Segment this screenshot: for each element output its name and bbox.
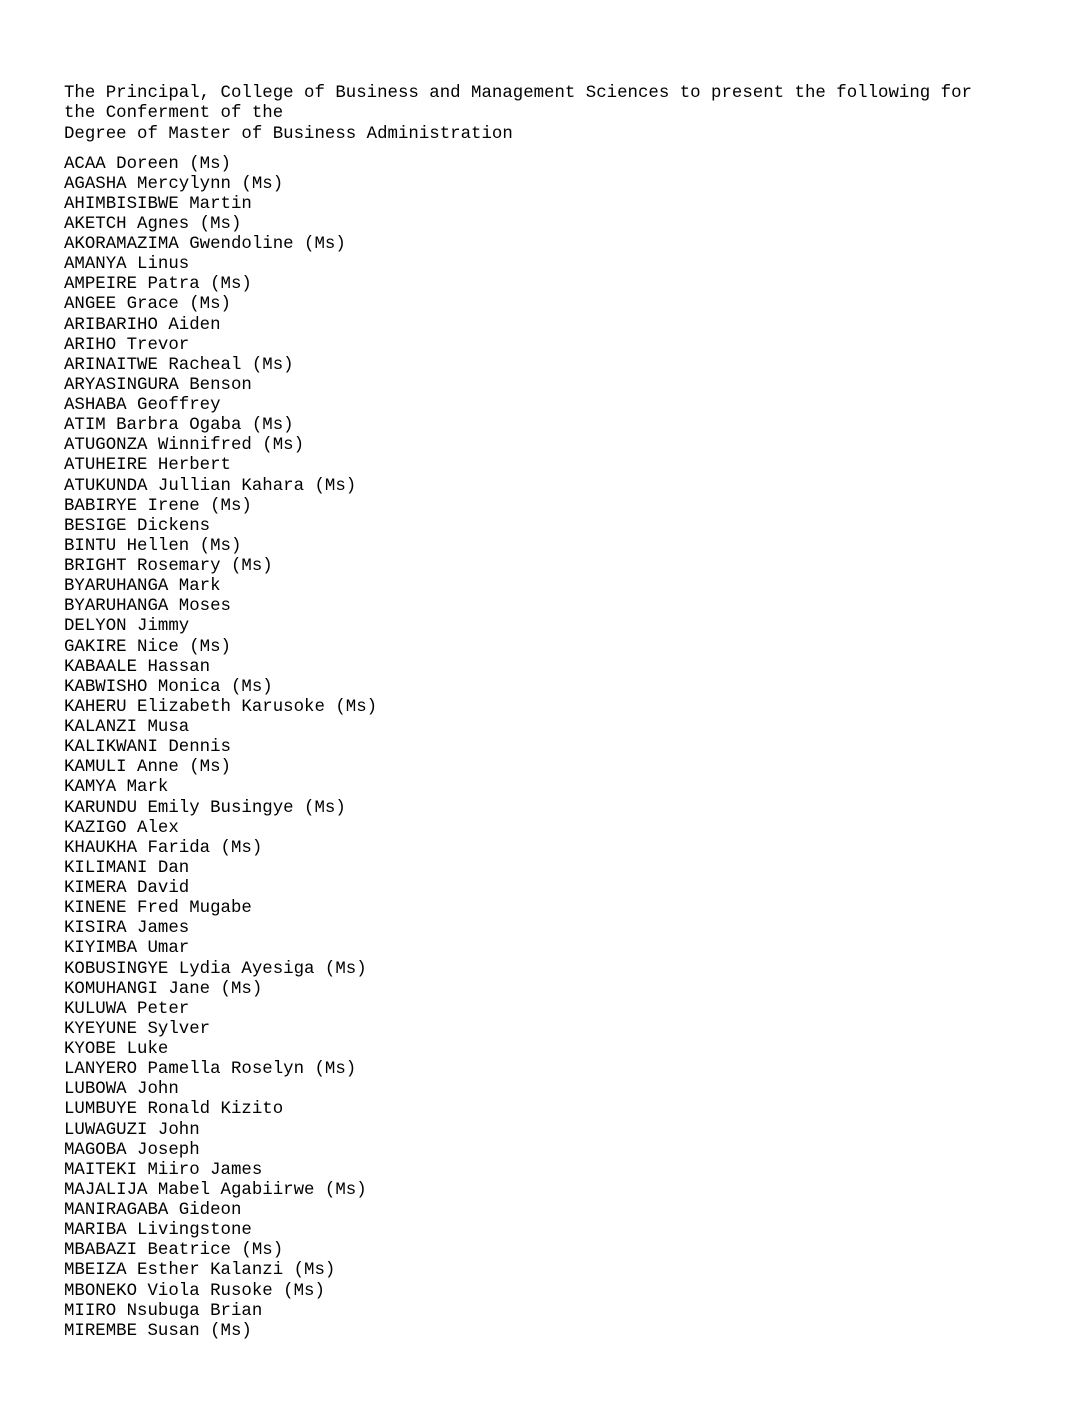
- graduate-list-item: BINTU Hellen (Ms): [64, 536, 242, 556]
- graduate-list-item: ATUKUNDA Jullian Kahara (Ms): [64, 476, 357, 496]
- graduate-list-item: ARIHO Trevor: [64, 335, 190, 355]
- graduate-list-item: KISIRA James: [64, 919, 190, 939]
- graduate-list-item: MBABAZI Beatrice (Ms): [64, 1241, 284, 1261]
- graduate-list-item: ATIM Barbra Ogaba (Ms): [64, 416, 294, 436]
- graduate-list-item: MIREMBE Susan (Ms): [64, 1321, 252, 1341]
- graduate-list-item: AMANYA Linus: [64, 255, 190, 275]
- heading-line-2: the Conferment of the: [64, 104, 284, 124]
- graduate-list-item: ATUHEIRE Herbert: [64, 456, 231, 476]
- graduate-list-item: KALIKWANI Dennis: [64, 738, 231, 758]
- graduate-list-item: ASHABA Geoffrey: [64, 396, 221, 415]
- graduate-list-item: KOBUSINGYE Lydia Ayesiga (Ms): [64, 959, 367, 979]
- graduate-list-item: KALANZI Musa: [64, 718, 190, 737]
- graduate-list-item: ARIBARIHO Aiden: [64, 315, 221, 335]
- graduate-list-item: KYOBE Luke: [64, 1040, 169, 1059]
- graduate-list-item: KAMYA Mark: [64, 778, 169, 798]
- graduate-list-item: KIMERA David: [64, 879, 190, 898]
- graduate-list-item: ARINAITWE Racheal (Ms): [64, 355, 294, 375]
- graduate-list-item: AHIMBISIBWE Martin: [64, 194, 252, 214]
- graduate-list-item: LUBOWA John: [64, 1080, 179, 1100]
- graduate-list-item: KAZIGO Alex: [64, 818, 179, 838]
- graduate-list-item: KAHERU Elizabeth Karusoke (Ms): [64, 697, 378, 717]
- graduate-list-item: MARIBA Livingstone: [64, 1221, 252, 1241]
- graduate-list-item: AKETCH Agnes (Ms): [64, 214, 242, 234]
- graduate-list-item: MBEIZA Esther Kalanzi (Ms): [64, 1261, 336, 1281]
- graduate-list-item: MAITEKI Miiro James: [64, 1160, 263, 1180]
- graduate-list-item: GAKIRE Nice (Ms): [64, 637, 231, 657]
- graduate-list-item: BYARUHANGA Mark: [64, 577, 221, 597]
- graduate-list-item: MAJALIJA Mabel Agabiirwe (Ms): [64, 1180, 367, 1200]
- graduate-list-item: KIYIMBA Umar: [64, 939, 190, 959]
- graduate-list-item: LUMBUYE Ronald Kizito: [64, 1100, 284, 1120]
- graduate-list-item: BESIGE Dickens: [64, 516, 211, 536]
- graduate-list-item: AKORAMAZIMA Gwendoline (Ms): [64, 235, 346, 254]
- graduate-list-item: MANIRAGABA Gideon: [64, 1201, 242, 1220]
- graduate-list-item: BRIGHT Rosemary (Ms): [64, 557, 273, 576]
- graduate-list-item: KABAALE Hassan: [64, 657, 211, 677]
- graduate-list-item: ACAA Doreen (Ms): [64, 154, 231, 174]
- document-heading: [64, 84, 1024, 145]
- graduate-list-item: AMPEIRE Patra (Ms): [64, 275, 252, 295]
- graduate-list-item: KYEYUNE Sylver: [64, 1019, 211, 1039]
- graduate-list-item: ANGEE Grace (Ms): [64, 295, 231, 315]
- graduate-list-item: KHAUKHA Farida (Ms): [64, 838, 263, 858]
- graduate-list-item: LANYERO Pamella Roselyn (Ms): [64, 1060, 357, 1080]
- graduate-list-item: MIIRO Nsubuga Brian: [64, 1301, 263, 1321]
- graduate-list-item: AGASHA Mercylynn (Ms): [64, 174, 284, 194]
- graduate-list-item: MAGOBA Joseph: [64, 1140, 200, 1160]
- graduate-list-item: KABWISHO Monica (Ms): [64, 677, 273, 697]
- graduate-list-item: ARYASINGURA Benson: [64, 375, 252, 395]
- graduate-list-item: DELYON Jimmy: [64, 617, 190, 637]
- graduate-list-item: BYARUHANGA Moses: [64, 597, 231, 617]
- graduate-list-item: KULUWA Peter: [64, 999, 190, 1019]
- heading-line-3: Degree of Master of Business Administration: [64, 124, 513, 144]
- graduate-list-item: KILIMANI Dan: [64, 858, 190, 878]
- graduate-list-item: KAMULI Anne (Ms): [64, 758, 231, 778]
- graduate-list-item: MBONEKO Viola Rusoke (Ms): [64, 1281, 325, 1301]
- graduate-list-item: ATUGONZA Winnifred (Ms): [64, 436, 305, 456]
- graduate-list-item: KOMUHANGI Jane (Ms): [64, 979, 263, 999]
- graduate-list-item: KINENE Fred Mugabe: [64, 899, 252, 919]
- graduate-list: [64, 155, 1024, 1342]
- heading-line-1: The Principal, College of Business and Management Sciences to present the following for: [64, 84, 972, 103]
- graduate-list-item: BABIRYE Irene (Ms): [64, 496, 252, 516]
- graduate-list-item: LUWAGUZI John: [64, 1120, 200, 1140]
- graduate-list-item: KARUNDU Emily Busingye (Ms): [64, 798, 346, 818]
